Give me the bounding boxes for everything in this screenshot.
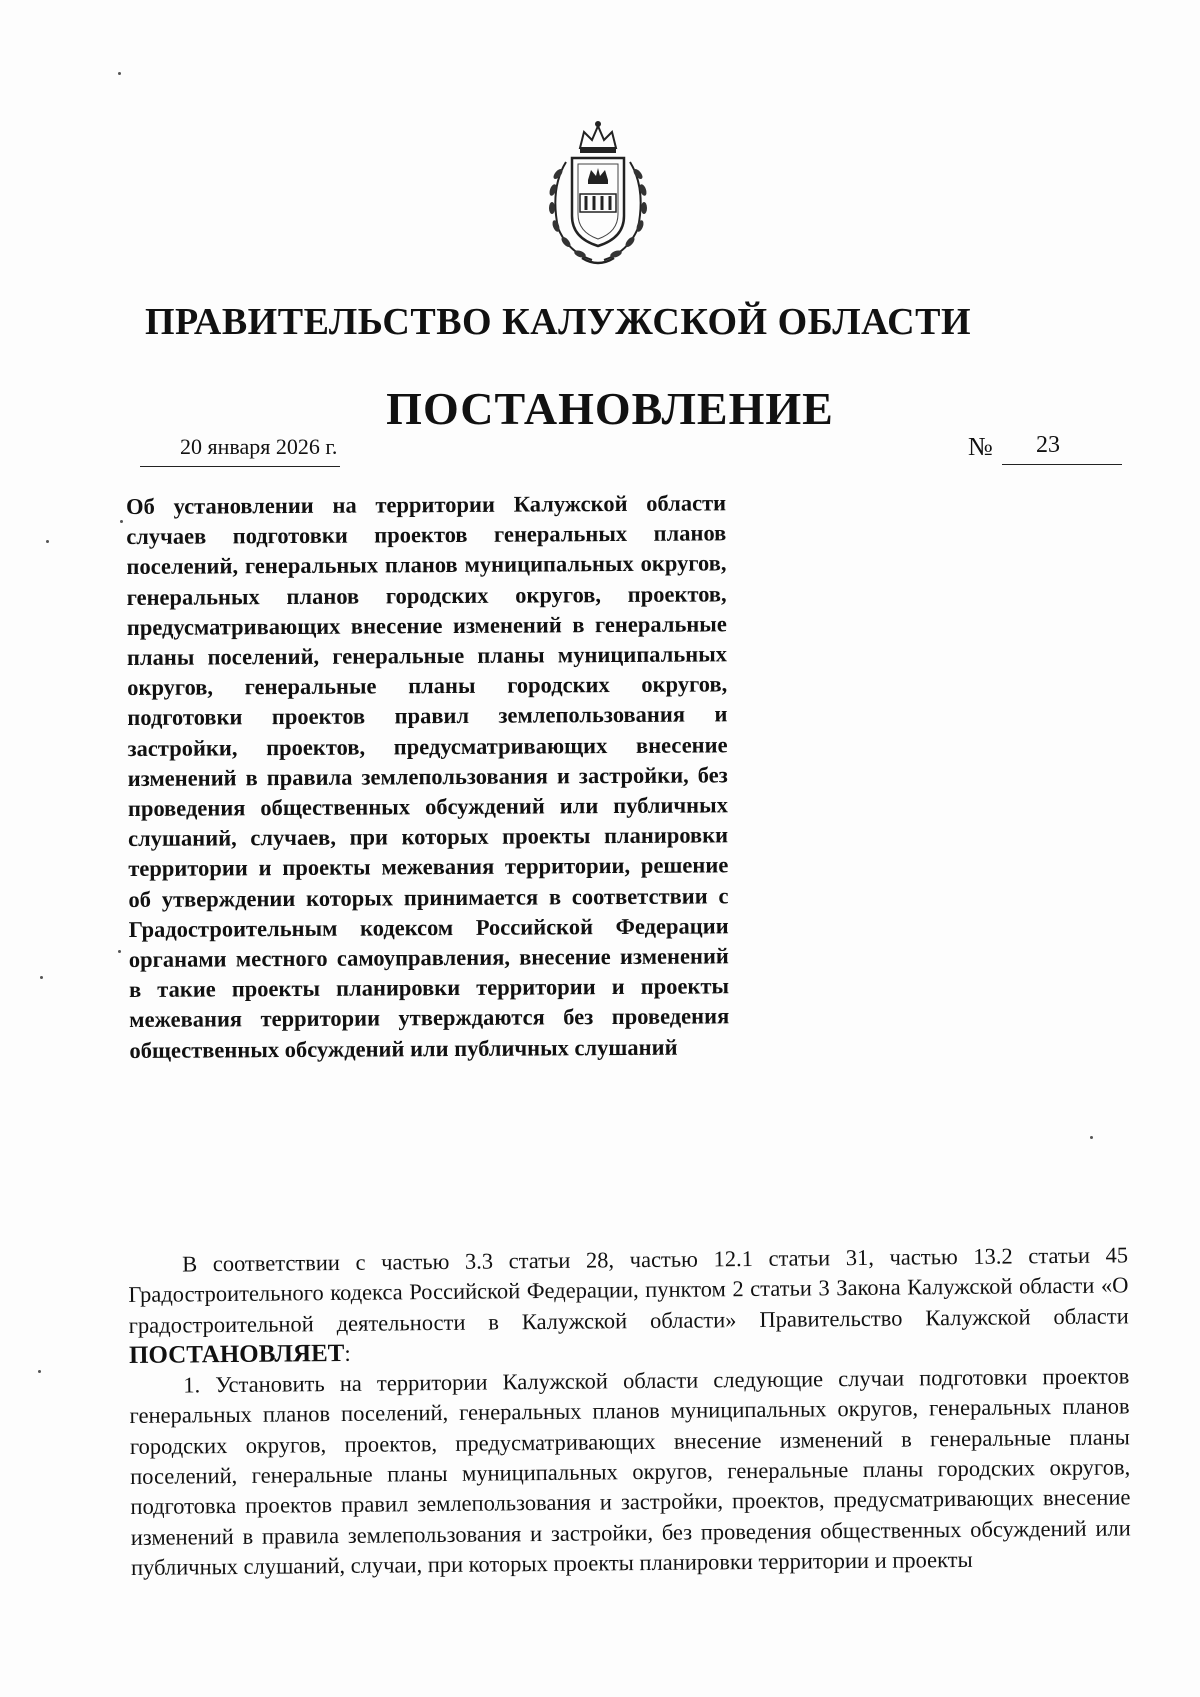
scan-speck <box>118 950 121 953</box>
decree-heading: Об установлении на территории Калужской области случаев подготовки проектов генеральных планов поселений, генеральных планов муниципальных округов, генеральных планов городских округов, проектов, предусматривающих внесение изменений в генеральные планы поселений, генеральные планы муниципальных округов, генеральные планы городских округов, подготовки проектов правил землепользования и застройки, проектов, предусматривающих внесение изменений в правила землепользования и застройки, без проведения общественных обсуждений или публичных слушаний, случаев, при которых проекты планировки территории и проекты межевания территории, решение об утверждении которых принимается в соответствии с Градостроительным кодексом Российской Федерации органами местного самоуправления, внесение изменений в такие проекты планировки территории и проекты межевания территории утверждаются без проведения общественных обсуждений или публичных слушаний <box>126 490 730 1063</box>
decree-colon: : <box>344 1340 351 1366</box>
preamble-text: В соответствии с частью 3.3 статьи 28, частью 12.1 статьи 31, частью 13.2 статьи 45 Градостроительного кодекса Российской Федерации, пунктом 2 статьи 3 Закона Калужской области «О градостроительной деятельности в Калужской области» Правительство Калужской области <box>128 1242 1129 1338</box>
scan-speck <box>40 976 43 979</box>
document-date: 20 января 2026 г. <box>180 434 338 459</box>
preamble-paragraph <box>128 1240 1129 1371</box>
date-line <box>140 432 340 467</box>
decree-word: ПОСТАНОВЛЯЕТ <box>128 1339 345 1369</box>
scan-speck <box>120 520 123 523</box>
item-1-paragraph: 1. Установить на территории Калужской области следующие случаи подготовки проектов генеральных планов поселений, генеральных планов муниципальных округов, генеральных планов городских округов, проектов, предусматривающих внесение изменений в генеральные планы поселений, генеральные планы муниципальных округов, генеральные планы городских округов, подготовка проектов правил землепользования и застройки, проектов, предусматривающих внесение изменений в правила землепользования и застройки, без проведения общественных обсуждений или публичных слушаний, случаи, при которых проекты планировки территории и проекты <box>129 1363 1131 1580</box>
number-line <box>1002 432 1122 465</box>
document-number: 23 <box>1036 432 1060 458</box>
number-label: № <box>968 432 993 461</box>
decree-body <box>128 1240 1131 1583</box>
scan-speck <box>118 72 121 75</box>
government-title: ПРАВИТЕЛЬСТВО КАЛУЖСКОЙ ОБЛАСТИ <box>144 301 972 343</box>
document-type-title: ПОСТАНОВЛЕНИЕ <box>386 383 834 434</box>
scan-speck <box>38 1370 41 1373</box>
coat-of-arms-icon <box>536 118 660 270</box>
scan-speck <box>46 540 49 543</box>
scan-speck <box>1090 1136 1093 1139</box>
